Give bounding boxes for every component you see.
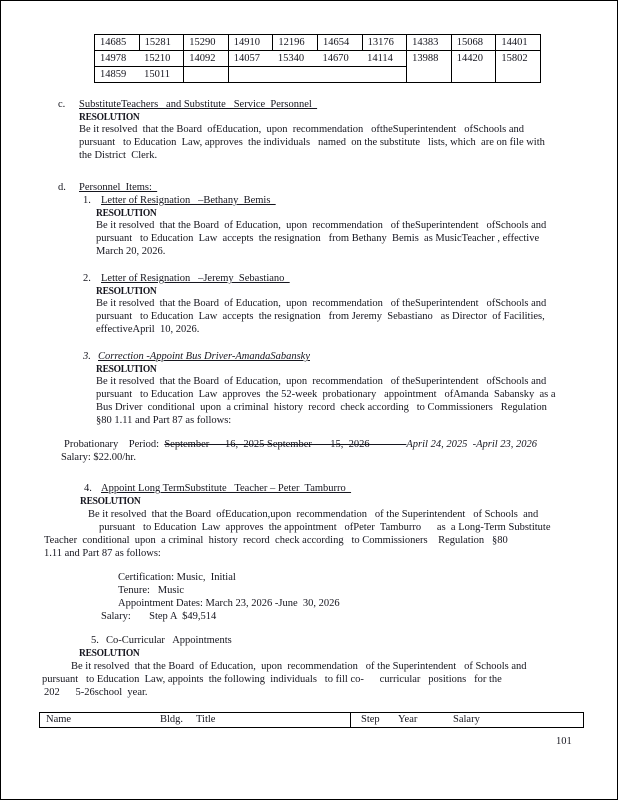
corrected-dates: April 24, 2025 -April 23, 2026 [406,439,538,450]
item5-title: Co-Curricular Appointments [106,635,232,646]
substitute-list-number-table [94,34,541,83]
table-row [95,35,541,51]
item4-salary-line: Salary: Step A $49,514 [101,611,217,622]
section-c-marker: c. [58,99,66,110]
section-d-marker: d. [58,182,66,193]
paragraph-line: §80 1.11 and Part 87 as follows: [96,415,232,426]
table-cell [451,67,496,83]
section-d-title: Personnel Items: [79,182,158,193]
table-cell [362,67,407,83]
table-cell [228,67,273,83]
table-cell: 15340 [273,51,318,67]
item5-body-line: pursuant to Education Law, appoints the following individuals to fill co- curricular positions for the [42,674,502,685]
table-cell: 14978 [95,51,140,67]
column-header-step: Step [361,714,380,725]
table-cell [273,67,318,83]
page-number: 101 [556,736,572,747]
paragraph-line: the District Clerk. [79,150,158,161]
table-cell: 14670 [317,51,362,67]
item3-body [96,375,556,427]
appointment-dates-line: Appointment Dates: March 23, 2026 -June 30, 2026 [118,598,340,609]
table-cell: 14910 [228,35,273,51]
paragraph-line: Be it resolved that the Board ofEducation, upon recommendation oftheSuperintendent ofSchools and [79,124,524,135]
item2-title: Letter of Resignation –Jeremy Sebastiano [101,273,290,284]
table-cell [184,67,229,83]
paragraph-line: pursuant to Education Law approves the 52-week probationary appointment ofAmanda Sabansky as a [96,389,556,400]
table-cell: 14383 [407,35,452,51]
table-cell: 15290 [184,35,229,51]
paragraph-line: pursuant to Education Law accepts the resignation from Bethany Bemis as MusicTeacher , effective [96,233,540,244]
table-cell: 14859 [95,67,140,83]
certification-line: Certification: Music, Initial [118,572,236,583]
table-cell: 14092 [184,51,229,67]
table-cell: 15068 [451,35,496,51]
paragraph-line: Be it resolved that the Board of Education, upon recommendation of theSuperintendent ofSchools and [96,220,547,231]
item3-number: 3. [83,351,91,362]
table-cell: 14654 [317,35,362,51]
table-cell: 12196 [273,35,318,51]
item2-body [96,297,546,336]
item4-body-line: Teacher conditional upon a criminal history record check according to Commissioners Regulation §80 [44,535,508,546]
column-header-name: Name [46,714,72,725]
item4-body-line: pursuant to Education Law approves the appointment ofPeter Tamburro as a Long-Term Substitute [99,522,551,533]
item5-number: 5. [91,635,99,646]
column-header-bldg: Bldg. [160,714,184,725]
section-c-body [79,123,545,162]
table-cell: 14685 [95,35,140,51]
item5-body-line: Be it resolved that the Board of Education, upon recommendation of the Superintendent of Schools and [71,661,527,672]
table-cell [496,67,541,83]
item1-number: 1. [83,195,91,206]
table-cell: 13176 [362,35,407,51]
item1-title: Letter of Resignation –Bethany Bemis [101,195,276,206]
item1-body [96,219,546,258]
item4-body-line: 1.11 and Part 87 as follows: [44,548,161,559]
probationary-label: Probationary Period: [64,439,165,450]
paragraph-line: Be it resolved that the Board of Education, upon recommendation of theSuperintendent ofSchools and [96,376,547,387]
item5-body-line: 202 5-26school year. [44,687,148,698]
item4-number: 4. [84,483,92,494]
table-cell: 14420 [451,51,496,67]
section-c-title: SubstituteTeachers and Substitute Service Personnel [79,99,318,110]
item3-salary-line: Salary: $22.00/hr. [61,452,136,463]
column-header-title: Title [196,714,216,725]
paragraph-line: pursuant to Education Law, approves the individuals named on the substitute lists, which are on file with [79,137,545,148]
paragraph-line: effectiveApril 10, 2026. [96,324,200,335]
column-header-year: Year [398,714,418,725]
paragraph-line: Be it resolved that the Board of Education, upon recommendation of theSuperintendent ofSchools and [96,298,547,309]
probationary-period-line [64,438,537,451]
item2-number: 2. [83,273,91,284]
resolution-label: RESOLUTION [79,648,140,659]
table-cell [317,67,362,83]
table-row [95,51,541,67]
resolution-label: RESOLUTION [96,364,157,375]
table-cell: 14057 [228,51,273,67]
paragraph-line: Bus Driver conditional upon a criminal history record check according to Commissioners Regulation [96,402,547,413]
table-column-divider [350,713,351,727]
struck-dates: September 16, 2025 September 15, 2026 [164,439,407,450]
item3-title: Correction -Appoint Bus Driver-AmandaSabansky [98,351,310,362]
tenure-line: Tenure: Music [118,585,185,596]
table-cell: 15802 [496,51,541,67]
table-cell: 15281 [139,35,184,51]
table-cell [407,67,452,83]
resolution-label: RESOLUTION [96,208,157,219]
table-cell: 14114 [362,51,407,67]
resolution-label: RESOLUTION [80,496,141,507]
paragraph-line: March 20, 2026. [96,246,166,257]
item4-title: Appoint Long TermSubstitute Teacher – Peter Tamburro [101,483,352,494]
resolution-label: RESOLUTION [79,112,140,123]
table-row [95,67,541,83]
co-curricular-table-header [39,712,584,728]
paragraph-line: pursuant to Education Law accepts the resignation from Jeremy Sebastiano as Director of Facilities, [96,311,545,322]
table-cell: 15011 [144,69,170,80]
table-cell: 13988 [407,51,452,67]
resolution-label: RESOLUTION [96,286,157,297]
table-cell: 14401 [496,35,541,51]
table-cell: 15210 [139,51,184,67]
item4-body-line: Be it resolved that the Board ofEducation,upon recommendation of the Superintendent of Schools and [88,509,539,520]
column-header-salary: Salary [453,714,480,725]
